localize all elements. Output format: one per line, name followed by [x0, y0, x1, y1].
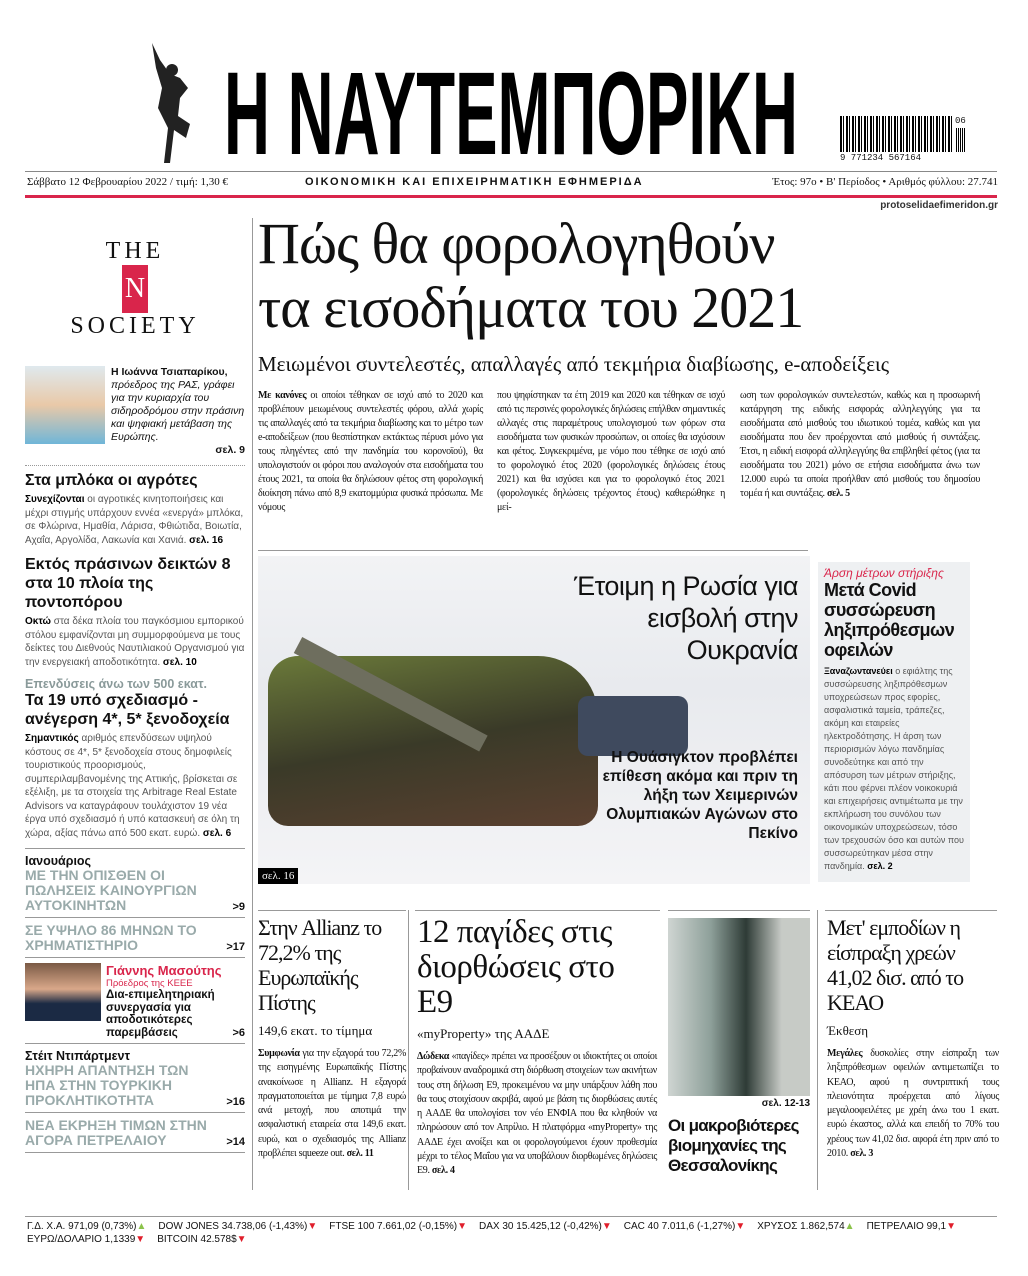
- ticker-item: [479, 1221, 612, 1232]
- photo-deck: Η Ουάσιγκτον προβλέπει επίθεση ακόμα και πριν τη λήξη των Χειμερινών Ολυμπιακών Αγώνων στο Πεκίνο: [602, 749, 798, 842]
- story-title: 12 παγίδες στις διορθώσεις στο Ε9: [417, 914, 615, 1020]
- divider: [25, 1112, 245, 1113]
- arrow-down-icon: ▼: [307, 1221, 318, 1232]
- ticker-label: ΠΕΤΡΕΛΑΙΟ 99,1: [866, 1221, 947, 1232]
- columnist-teaser[interactable]: [25, 366, 245, 457]
- ticker-item: [157, 1234, 246, 1245]
- story-title: Μετά Covid συσσώρευση ληξιπρόθεσμων οφειλών: [824, 580, 955, 660]
- page-ref: σελ. 10: [162, 656, 197, 668]
- story-hotels[interactable]: [25, 677, 245, 840]
- story-kicker: Άρση μέτρων στήριξης: [824, 566, 944, 580]
- divider: [25, 171, 997, 172]
- divider: [25, 1216, 997, 1217]
- story-subhead: «myProperty» της ΑΑΔΕ: [417, 1026, 550, 1041]
- story-text: στα δέκα πλοία του παγκόσμιου εμπορικού στόλου εμφανίζονται μη συμμορφούμενα με τους δείκτες του Διεθνούς Ναυτιλιακού Οργανισμού για την ενεργειακή αποδοτικότητα.: [25, 616, 245, 668]
- arrow-down-icon: ▼: [735, 1221, 746, 1232]
- watermark: protoselidaefimeridon.gr: [880, 200, 998, 211]
- column-divider: [817, 910, 818, 1190]
- columnist-photo: [25, 366, 105, 444]
- brief-stock-market[interactable]: [25, 923, 245, 953]
- divider: [258, 550, 808, 551]
- arrow-down-icon: ▼: [236, 1234, 247, 1245]
- photo-headline: Έτοιμη η Ρωσία για εισβολή στην Ουκρανία: [573, 571, 798, 665]
- page-ref: >9: [232, 901, 245, 913]
- masthead-title[interactable]: Η ΝΑΥΤΕΜΠΟΡΙΚΗ: [224, 58, 798, 160]
- divider: [25, 1152, 245, 1153]
- lead-word: Οκτώ: [25, 616, 51, 627]
- columnist-text: πρόεδρος της ΡΑΣ, γράφει για την κυριαρχία του σιδηροδρόμου στην πράσινη και ψηφιακή μετάβαση της Ευρώπης.: [111, 379, 245, 443]
- columnist-name: Η Ιωάννα Τσιαπαρίκου,: [111, 366, 228, 378]
- page-ref: σελ. 4: [431, 1165, 455, 1177]
- body-text: οι οποίοι τέθηκαν σε ισχύ από το 2020 και προβλέπουν μειωμένους συντελεστές φόρου, αλλά χωρίς τις απαλλαγές από τα τεκμήρια διαβίωσης και το μέτρο των e-αποδείξεων (που θεσπίστηκαν εκτάκτως πέρυσι μόνο για τους πληγέντες από την πανδημία του κορονοϊού), θα υπολογιστούν οι φόροι που αναλογούν στα εισοδήματα του έτους 2021, τα οποία θα δηλώσουν φέτος στη φορολογική διοίκηση πάνω από 8,9 εκατομμύρια φυσικά πρόσωπα. Με νόμους: [258, 390, 483, 513]
- story-title: Στην Allianz το 72,2% της Ευρωπαϊκής Πίστης: [258, 915, 382, 1015]
- barcode-addon-number: 06: [955, 116, 966, 126]
- ticker-label: CAC 40 7.011,6 (-1,27%): [623, 1221, 736, 1232]
- brief-title: ΗΧΗΡΗ ΑΠΑΝΤΗΣΗ ΤΩΝ ΗΠΑ ΣΤΗΝ ΤΟΥΡΚΙΚΗ ΠΡΟΚΛΗΤΙΚΟΤΗΤΑ: [25, 1062, 189, 1108]
- allianz-story[interactable]: [258, 915, 406, 1161]
- lead-body-col2: που ψηφίστηκαν τα έτη 2019 και 2020 και τέθηκαν σε ισχύ από τις περσινές φορολογικές δηλώσεις επήλθαν σημαντικές αλλαγές στις παραμέτρους υπολογισμού των φόρων στα εισοδήματα των φυσικών προσώπων, οι οποίες θα ισχύσουν και φέτος. Συγκεκριμένα, με νόμο που τέθηκε σε ισχύ από το φορολογικό έτος 2020 (φορολογικές δηλώσεις έτους 2021) και θα ισχύσει και για το φορολογικό έτος 2021 (φορολογικές δηλώσεις τρέχοντος έτους) καθιερώθηκε η μεί-: [497, 390, 725, 513]
- hermes-logo-icon: [140, 38, 205, 168]
- interviewee-name: Γιάννης Μασούτης: [106, 963, 222, 978]
- ticker-label: DAX 30 15.425,12 (-0,42%): [479, 1221, 602, 1232]
- page-ref: σελ. 5: [826, 488, 850, 499]
- divider: [25, 917, 245, 918]
- page-ref: σελ. 3: [850, 1148, 874, 1160]
- lead-word: Συνεχίζονται: [25, 494, 85, 505]
- arrow-down-icon: ▼: [601, 1221, 612, 1232]
- issue-info: Έτος: 97ο • Β' Περίοδος • Αριθμός φύλλου: 27.741: [772, 176, 998, 188]
- brief-kicker: Ιανουάριος: [25, 854, 92, 868]
- interviewee-photo: [25, 963, 101, 1021]
- story-farmers[interactable]: [25, 471, 245, 547]
- page-ref: >14: [226, 1136, 245, 1148]
- divider: [25, 957, 245, 958]
- ticker-label: DOW JONES 34.738,06 (-1,43%): [158, 1221, 308, 1232]
- arrow-down-icon: ▼: [457, 1221, 468, 1232]
- story-text: για την εξαγορά του 72,2% της εισηγμένης Ευρωπαϊκής Πίστης ανακοίνωσε η Allianz. Η εξαγορά πραγματοποιείται με τίμημα 7,8 ευρώ ανά μετοχή, που αποτιμά την ασφαλιστική εταιρεία στα 149,6 εκατ. ευρώ, και ο σχεδιασμός της Allianz προβλέπει squeeze out.: [258, 1048, 406, 1160]
- story-kicker: Επενδύσεις άνω των 500 εκατ.: [25, 677, 208, 691]
- page-ref: >6: [232, 1027, 245, 1039]
- lead-word: Σημαντικός: [25, 733, 79, 744]
- story-title: Εκτός πράσινων δεικτών 8 στα 10 πλοία της ποντοπόρου: [25, 556, 231, 611]
- lead-subhead: Μειωμένοι συντελεστές, απαλλαγές από τεκμήρια διαβίωσης, e-αποδείξεις: [258, 352, 890, 376]
- barcode-addon: [956, 128, 966, 152]
- logo-line2: SOCIETY: [70, 313, 200, 339]
- divider: [25, 848, 245, 849]
- ticker-item: [329, 1221, 467, 1232]
- industry-photo: [668, 918, 810, 1096]
- photo-story[interactable]: [258, 556, 810, 884]
- ticker-item: [158, 1221, 317, 1232]
- brief-title: ΣΕ ΥΨΗΛΟ 86 ΜΗΝΩΝ ΤΟ ΧΡΗΜΑΤΙΣΤΗΡΙΟ: [25, 922, 197, 953]
- headline-line1: Πώς θα φορολογηθούν: [258, 211, 775, 276]
- lead-word: Ξαναζωντανεύει: [824, 666, 893, 676]
- divider: [258, 910, 406, 911]
- logo-letter: N: [122, 265, 148, 313]
- brief-us-turkey[interactable]: [25, 1049, 245, 1108]
- body-text: ωση των φορολογικών συντελεστών, καθώς και η προσωρινή κατάργηση της ειδικής εισφοράς αλληλεγγύης για τα εισοδήματα από μισθούς του ιδιωτικού τομέα, καθώς και για εισοδήματα που δεν προέρχονται από μισθούς ή συντάξεις. Έτσι, η ειδική εισφορά αλληλεγγύης θα επιβληθεί φέτος (για τα εισοδήματα του 2021) μόνο σε ετήσια εισοδήματα άνω των 12.000 ευρώ τα οποία προήλθαν από μισθούς του δημοσίου τομέα ή και συντάξεις.: [740, 390, 980, 499]
- interview-teaser[interactable]: [25, 963, 245, 1039]
- arrow-down-icon: ▼: [135, 1234, 146, 1245]
- ticker-item: [624, 1221, 745, 1232]
- page-ref: σελ. 12-13: [761, 1098, 810, 1109]
- story-text: οι αγροτικές κινητοποιήσεις και μέχρι στιγμής υπάρχουν εννέα «ενεργά» μπλόκα, σε Φλώρινα, Ημαθία, Λάρισα, Φθιώτιδα, Βοιωτία, Αχαΐα, Αργολίδα, Λακωνία και Χανιά.: [25, 494, 244, 546]
- brief-kicker: Στέιτ Ντιπάρτμεντ: [25, 1049, 131, 1063]
- brief-car-sales[interactable]: [25, 854, 245, 913]
- ticker-item: [27, 1221, 146, 1232]
- lead-word: Δώδεκα: [417, 1051, 450, 1062]
- masthead-subtitle: ΟΙΚΟΝΟΜΙΚΗ ΚΑΙ ΕΠΙΧΕΙΡΗΜΑΤΙΚΗ ΕΦΗΜΕΡΙΔΑ: [305, 176, 644, 188]
- arrow-up-icon: ▲: [844, 1221, 855, 1232]
- page-ref: σελ. 11: [346, 1148, 374, 1160]
- ticker-label: Γ.Δ. Χ.Α. 971,09 (0,73%): [27, 1221, 137, 1232]
- barcode: [840, 116, 952, 152]
- interview-title: Δια-επιμελητηριακή συνεργασία για αποδοτικότερες παρεμβάσεις: [106, 989, 215, 1039]
- column-divider: [252, 218, 253, 1190]
- arrow-down-icon: ▼: [946, 1221, 956, 1232]
- tank-photo-2: [578, 696, 688, 756]
- logo-line1: THE: [105, 238, 165, 264]
- market-ticker: [27, 1221, 997, 1245]
- ticker-item: [867, 1221, 956, 1232]
- ticker-label: ΧΡΥΣΟΣ 1.862,574: [757, 1221, 845, 1232]
- story-text: ο εφιάλτης της συσσώρευσης ληξιπρόθεσμων υποχρεώσεων προς εφορίες, ασφαλιστικά ταμεία, τράπεζες, ακόμη και εταιρείες ηλεκτροδότησης. Η άρση των περιορισμών λόγω πανδημίας συνοδεύτηκε και από την απόσυρση των μέτρων στήριξης, κάτι που φέρνει πλέον νοικοκυριά και επιχειρήσεις αντιμέτωπα με την εκπλήρωση του συνόλου των οικονομικών υποχρεώσεων, τόσο των τρεχουσών όσο και αυτών που συσσωρεύτηκαν μέσα στην πανδημία.: [824, 666, 964, 871]
- industry-title[interactable]: Οι μακροβιότερες βιομηχανίες της Θεσσαλονίκης: [668, 1116, 799, 1175]
- page-ref: σελ. 16: [258, 868, 298, 884]
- left-column: [25, 366, 245, 1158]
- story-subhead: 149,6 εκατ. το τίμημα: [258, 1023, 373, 1038]
- story-text: αριθμός επενδύσεων υψηλού κόστους σε 4*, 5* ξενοδοχεία στους δημοφιλείς τουριστικούς προορισμούς, συμπεριλαμβανομένης της Αττικής, βρίσκεται σε εξέλιξη, με τα στοιχεία της Arbitrage Real Estate Advisors να καταγράφουν τουλάχιστον 19 νέα έργα υπό σχεδιασμό ή υπό κατασκευή σε όλη τη χώρα, αξίας πάνω από 500 εκατ. ευρώ.: [25, 733, 240, 839]
- divider: [825, 910, 997, 911]
- page-ref: σελ. 2: [867, 861, 893, 871]
- story-title: Τα 19 υπό σχεδιασμό - ανέγερση 4*, 5* ξενοδοχεία: [25, 692, 230, 728]
- divider: [668, 910, 810, 911]
- masthead-title-wrap[interactable]: [222, 58, 802, 160]
- lead-headline[interactable]: [258, 212, 998, 340]
- lead-word: Συμφωνία: [258, 1048, 300, 1059]
- story-title: Μετ' εμποδίων η είσπραξη χρεών 41,02 δισ. από το ΚΕΑΟ: [827, 915, 964, 1015]
- brief-oil-prices[interactable]: [25, 1118, 245, 1148]
- lead-body-col3: [740, 389, 980, 501]
- headline-line2: τα εισοδήματα του 2021: [258, 275, 804, 340]
- lead-word: Μεγάλες: [827, 1048, 863, 1059]
- covid-story[interactable]: [818, 562, 970, 882]
- page-ref: >17: [226, 941, 245, 953]
- ticker-label: BITCOIN 42.578$: [157, 1234, 237, 1245]
- divider: [25, 465, 245, 466]
- barcode-number: 9 771234 567164: [840, 153, 922, 163]
- the-n-society-logo[interactable]: [60, 238, 210, 340]
- e9-story[interactable]: [417, 915, 657, 1179]
- story-text: «παγίδες» πρέπει να προσέξουν οι ιδιοκτήτες οι οποίοι προβαίνουν αναδρομικά στη διόρθωση στοιχείων των ακινήτων τους στη δήλωση Ε9, προκειμένου να μην υπάρξουν λάθη που θα τους στοιχίσουν ακριβά, αφού με βάση τις διορθώσεις αυτές η ΑΑΔΕ θα υπολογίσει τον νέο ΕΝΦΙΑ που θα κληθούν να πληρώσουν από τον Απρίλιο. Η πλατφόρμα «myProperty» της ΑΑΔΕ έχει ανοίξει και οι φορολογούμενοι έχουν προθεσμία μέχρι το τέλος Μαΐου για να υποβάλουν διορθωμένες δηλώσεις Ε9.: [417, 1051, 657, 1177]
- page-ref: σελ. 6: [202, 827, 232, 839]
- keao-story[interactable]: [827, 915, 999, 1161]
- ticker-item: [757, 1221, 854, 1232]
- red-rule: [25, 195, 997, 198]
- brief-title: ΜΕ ΤΗΝ ΟΠΙΣΘΕΝ ΟΙ ΠΩΛΗΣΕΙΣ ΚΑΙΝΟΥΡΓΙΩΝ ΑΥΤΟΚΙΝΗΤΩΝ: [25, 867, 197, 913]
- arrow-up-icon: ▲: [136, 1221, 147, 1232]
- tank-photo: [268, 656, 598, 826]
- ticker-label: ΕΥΡΩ/ΔΟΛΑΡΙΟ 1,1339: [27, 1234, 136, 1245]
- divider: [25, 1043, 245, 1044]
- ticker-item: [27, 1234, 145, 1245]
- lead-body-col1: [258, 389, 483, 515]
- interviewee-role: Πρόεδρος της ΚΕΕΕ: [106, 978, 193, 989]
- page-ref: >16: [226, 1096, 245, 1108]
- ticker-label: FTSE 100 7.661,02 (-0,15%): [329, 1221, 458, 1232]
- date-price: Σάββατο 12 Φεβρουαρίου 2022 / τιμή: 1,30 €: [27, 176, 229, 188]
- divider: [415, 910, 660, 911]
- page-ref: σελ. 9: [215, 444, 245, 456]
- story-subhead: Έκθεση: [827, 1023, 869, 1038]
- story-text: δυσκολίες στην είσπραξη των ληξιπρόθεσμων οφειλών αντιμετωπίζει το ΚΕΑΟ, αφού η συντριπτική τους πλειονότητα προέρχεται από λίγους μεγαλοοφειλέτες με χρέη άνω του 1 εκατ. ευρώ έκαστος, αλλά και επειδή το 70% του χρέους των 41,02 δισ. αφορά έτη πριν από το 2010.: [827, 1048, 999, 1160]
- brief-title: ΝΕΑ ΕΚΡΗΞΗ ΤΙΜΩΝ ΣΤΗΝ ΑΓΟΡΑ ΠΕΤΡΕΛΑΙΟΥ: [25, 1117, 207, 1148]
- story-ships[interactable]: [25, 555, 245, 669]
- column-divider: [408, 910, 409, 1190]
- lead-word: Με κανόνες: [258, 390, 307, 401]
- page-ref: σελ. 16: [189, 534, 223, 546]
- story-title: Στα μπλόκα οι αγρότες: [25, 472, 198, 489]
